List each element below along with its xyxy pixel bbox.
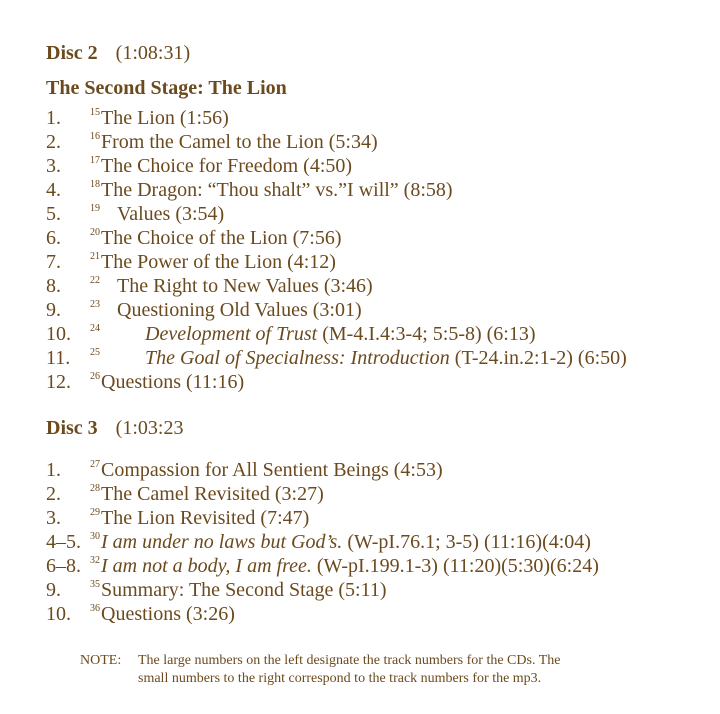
cd-track-number: 11. <box>46 347 71 369</box>
footnote <box>80 652 560 688</box>
mp3-track-number: 19 <box>90 203 100 214</box>
cd-track-number: 10. <box>46 603 71 625</box>
mp3-track-number: 24 <box>90 323 100 334</box>
disc-3-header <box>46 417 183 440</box>
mp3-track-number: 27 <box>90 459 100 470</box>
cd-track-number: 4–5. <box>46 531 81 553</box>
cd-track-number: 5. <box>46 203 61 225</box>
track-title-italic: I am under no laws but God’s. <box>101 531 343 553</box>
mp3-track-number: 30 <box>90 531 100 542</box>
track-row <box>46 477 324 505</box>
cd-track-number: 8. <box>46 275 61 297</box>
mp3-track-number: 17 <box>90 155 100 166</box>
track-row <box>46 501 310 529</box>
track-row <box>46 597 235 625</box>
cd-track-number: 10. <box>46 323 71 345</box>
track-title: Questioning Old Values (3:01) <box>117 299 362 321</box>
track-title-rest: (T-24.in.2:1-2) (6:50) <box>449 347 627 369</box>
mp3-track-number: 18 <box>90 179 100 190</box>
mp3-track-number: 25 <box>90 347 100 358</box>
track-title-rest: (M-4.I.4:3-4; 5:5-8) (6:13) <box>317 323 536 345</box>
track-title: Questions (3:26) <box>101 603 235 625</box>
track-title: The Choice of the Lion (7:56) <box>101 227 342 249</box>
track-title: The Lion (1:56) <box>101 107 229 129</box>
track-row <box>46 125 378 153</box>
mp3-track-number: 26 <box>90 371 100 382</box>
track-title-italic: Development of Trust <box>145 323 318 345</box>
track-title: The Dragon: “Thou shalt” vs.”I will” (8:58) <box>101 179 453 201</box>
cd-track-number: 9. <box>46 579 61 601</box>
disc-2-label: Disc 2 <box>46 42 98 64</box>
cd-track-number: 3. <box>46 507 61 529</box>
track-title: The Choice for Freedom (4:50) <box>101 155 353 177</box>
track-title: The Power of the Lion (4:12) <box>101 251 336 273</box>
track-row <box>46 101 229 129</box>
mp3-track-number: 35 <box>90 579 100 590</box>
track-title: The Right to New Values (3:46) <box>117 275 373 297</box>
note-label: NOTE: <box>80 653 122 668</box>
track-row <box>46 549 599 577</box>
track-title: The Lion Revisited (7:47) <box>101 507 310 529</box>
cd-track-number: 6. <box>46 227 61 249</box>
disc-3-duration: (1:03:23 <box>115 417 184 439</box>
track-title: Values (3:54) <box>117 203 225 225</box>
track-title: Compassion for All Sentient Beings (4:53) <box>101 459 443 481</box>
track-row <box>46 197 225 225</box>
mp3-track-number: 20 <box>90 227 100 238</box>
disc-2-header <box>46 42 190 65</box>
note-line-1: The large numbers on the left designate the track numbers for the CDs. The <box>138 653 561 668</box>
track-row <box>46 173 453 201</box>
cd-track-number: 4. <box>46 179 61 201</box>
track-title: The Camel Revisited (3:27) <box>101 483 324 505</box>
mp3-track-number: 28 <box>90 483 100 494</box>
cd-track-number: 7. <box>46 251 61 273</box>
track-row <box>46 573 387 601</box>
track-row <box>46 293 362 321</box>
track-title: Questions (11:16) <box>101 371 245 393</box>
mp3-track-number: 22 <box>90 275 100 286</box>
track-row <box>46 365 245 393</box>
track-row <box>46 453 443 481</box>
mp3-track-number: 36 <box>90 603 100 614</box>
track-row <box>46 341 627 369</box>
mp3-track-number: 16 <box>90 131 100 142</box>
track-title-rest: (W-pI.76.1; 3-5) (11:16)(4:04) <box>342 531 591 553</box>
track-title-italic: I am not a body, I am free. <box>101 555 312 577</box>
track-title-rest: (W-pI.199.1-3) (11:20)(5:30)(6:24) <box>311 555 599 577</box>
track-title: Summary: The Second Stage (5:11) <box>101 579 387 601</box>
cd-track-number: 6–8. <box>46 555 81 577</box>
mp3-track-number: 32 <box>90 555 100 566</box>
disc-3-label: Disc 3 <box>46 417 98 439</box>
cd-track-number: 3. <box>46 155 61 177</box>
track-row <box>46 221 342 249</box>
mp3-track-number: 15 <box>90 107 100 118</box>
cd-track-number: 2. <box>46 483 61 505</box>
cd-track-number: 1. <box>46 459 61 481</box>
track-title-italic: The Goal of Specialness: Introduction <box>145 347 450 369</box>
track-row <box>46 317 536 345</box>
mp3-track-number: 29 <box>90 507 100 518</box>
track-row <box>46 149 353 177</box>
track-title: From the Camel to the Lion (5:34) <box>101 131 378 153</box>
cd-track-number: 1. <box>46 107 61 129</box>
cd-track-number: 2. <box>46 131 61 153</box>
cd-track-number: 9. <box>46 299 61 321</box>
track-row <box>46 269 373 297</box>
mp3-track-number: 21 <box>90 251 100 262</box>
note-line-2: small numbers to the right correspond to the track numbers for the mp3. <box>138 671 542 686</box>
disc-2-duration: (1:08:31) <box>115 42 191 64</box>
cd-track-number: 12. <box>46 371 71 393</box>
mp3-track-number: 23 <box>90 299 100 310</box>
section-title: The Second Stage: The Lion <box>46 77 287 99</box>
track-row <box>46 525 591 553</box>
track-row <box>46 245 336 273</box>
